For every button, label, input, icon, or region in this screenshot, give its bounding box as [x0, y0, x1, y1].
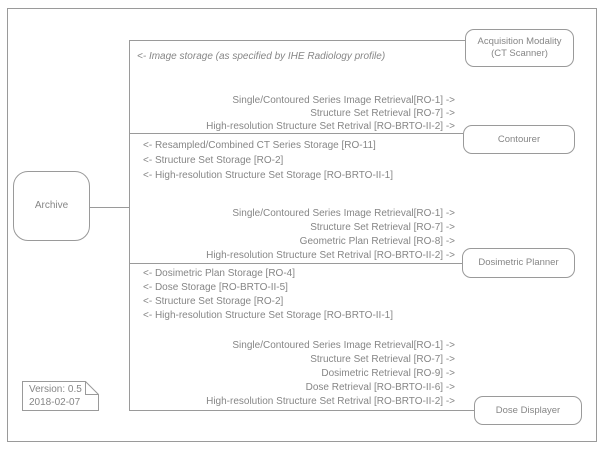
acquisition-modality-node: [465, 29, 574, 67]
acquisition-modality-label-line2: (CT Scanner): [491, 48, 548, 59]
flow-label: High-resolution Structure Set Retrival [RO-BRTO-II-2] ->: [206, 121, 455, 132]
flow-label: Single/Contoured Series Image Retrieval[RO-1] ->: [232, 208, 455, 219]
archive-connector-line: [90, 207, 129, 208]
contourer-connector-line: [129, 133, 463, 134]
flow-label: Dosimetric Retrieval [RO-9] ->: [321, 368, 455, 379]
flow-label: Structure Set Retrieval [RO-7] ->: [310, 108, 455, 119]
flow-label: <- High-resolution Structure Set Storage [RO-BRTO-II-1]: [143, 170, 394, 181]
displayer-connector-line: [129, 410, 474, 411]
flow-label: Single/Contoured Series Image Retrieval[RO-1] ->: [232, 340, 455, 351]
flow-label: Geometric Plan Retrieval [RO-8] ->: [299, 236, 455, 247]
archive-node: [13, 171, 90, 241]
image-storage-flow-label: <- Image storage (as specified by IHE Radiology profile): [137, 51, 386, 62]
flow-label: High-resolution Structure Set Retrival [RO-BRTO-II-2] ->: [206, 250, 455, 261]
flow-label: <- Structure Set Storage [RO-2]: [143, 155, 284, 166]
displayer-retrieval-flows: [135, 339, 455, 409]
flow-label: <- High-resolution Structure Set Storage [RO-BRTO-II-1]: [143, 310, 394, 321]
planner-retrieval-flows: [135, 207, 455, 263]
dose-displayer-label: Dose Displayer: [495, 404, 561, 416]
flow-label: <- Dose Storage [RO-BRTO-II-5]: [143, 282, 288, 293]
flow-label: Structure Set Retrieval [RO-7] ->: [310, 354, 455, 365]
dosimetric-planner-node: [462, 248, 575, 278]
contourer-storage-flows: [143, 138, 393, 183]
version-note: [22, 381, 99, 411]
dosimetric-planner-label: Dosimetric Planner: [478, 257, 559, 268]
version-note-text: [29, 384, 82, 409]
flow-label: High-resolution Structure Set Retrival [RO-BRTO-II-2] ->: [206, 396, 455, 407]
dose-displayer-node: [474, 396, 582, 425]
flow-label: Single/Contoured Series Image Retrieval[RO-1] ->: [232, 95, 455, 106]
flow-label: <- Resampled/Combined CT Series Storage [RO-11]: [143, 140, 376, 151]
archive-bus-line: [129, 40, 130, 411]
version-date: 2018-02-07: [29, 396, 81, 408]
acquisition-modality-label-line1: Acquisition Modality: [477, 36, 562, 47]
planner-storage-flows: [143, 267, 393, 323]
planner-connector-line: [129, 263, 462, 264]
contourer-retrieval-flows: [135, 94, 455, 133]
acquisition-connector-line: [129, 40, 467, 41]
contourer-node: [463, 125, 575, 154]
archive-label: Archive: [34, 200, 69, 211]
flow-label: <- Dosimetric Plan Storage [RO-4]: [143, 268, 295, 279]
flow-label: <- Structure Set Storage [RO-2]: [143, 296, 284, 307]
version-label: Version: 0.5: [29, 384, 82, 395]
flow-label: Structure Set Retrieval [RO-7] ->: [310, 222, 455, 233]
contourer-label: Contourer: [497, 133, 541, 145]
flow-label: Dose Retrieval [RO-BRTO-II-6] ->: [305, 382, 455, 393]
